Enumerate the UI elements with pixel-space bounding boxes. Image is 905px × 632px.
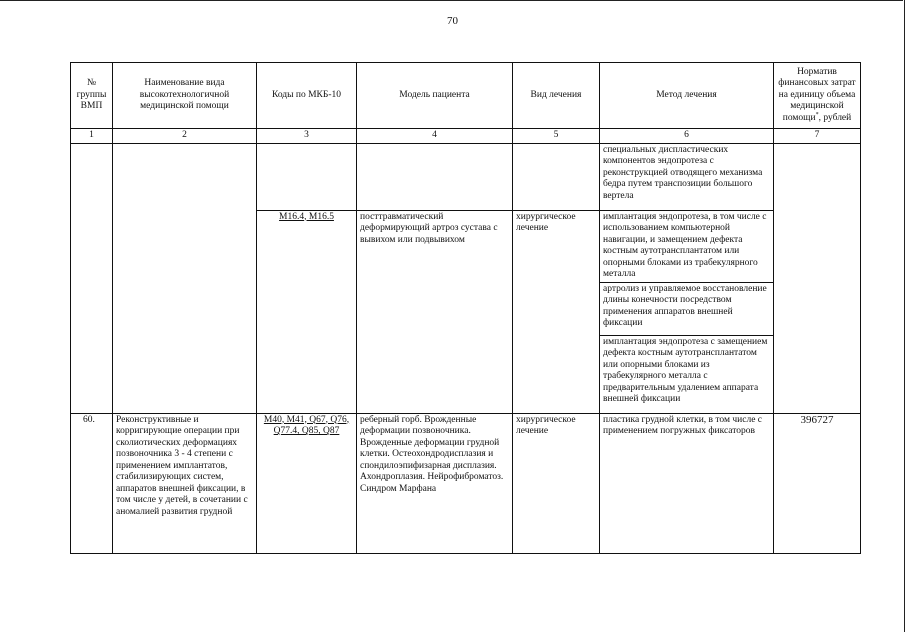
treatment-type-cell: хирургическое лечение [513, 210, 600, 413]
header-icd-codes: Коды по МКБ-10 [257, 63, 357, 129]
column-number: 1 [71, 129, 113, 144]
method-cell: имплантация эндопротеза с замещением дефекта костным аутотрансплантатом или опорными блоками из трабекулярного металла с предварительным удалением аппарата внешней фиксации [600, 335, 774, 413]
method-cell: имплантация эндопротеза, в том числе с использованием компьютерной навигации, и замещением дефекта костным аутотрансплантатом или опорными блоками из трабекулярного металла [600, 210, 774, 282]
group-cell [71, 143, 113, 413]
column-number-row [71, 129, 861, 144]
method-cell: специальных диспластических компонентов эндопротеза с реконструкцией отводящего механизма бедра путем транспозиции большого вертела [600, 143, 774, 210]
cost-cell [774, 143, 861, 413]
icd-cell: M40, M41, Q67, Q76, Q77.4, Q85, Q87 [257, 413, 357, 553]
treatment-type-cell [513, 143, 600, 210]
column-number: 6 [600, 129, 774, 144]
table-row [71, 413, 861, 553]
table-row [71, 143, 861, 210]
page-edge-top [0, 0, 903, 1]
method-cell: артролиз и управляемое восстановление длины конечности посредством применения аппаратов внешней фиксации [600, 282, 774, 335]
care-type-cell [113, 143, 257, 413]
method-cell: пластика грудной клетки, в том числе с применением погружных фиксаторов [600, 413, 774, 553]
column-number: 4 [357, 129, 513, 144]
header-treatment-type: Вид лечения [513, 63, 600, 129]
cost-cell: 396727 [774, 413, 861, 553]
patient-model-cell: посттравматический деформирующий артроз сустава с вывихом или подвывихом [357, 210, 513, 413]
treatment-type-cell: хирургическое лечение [513, 413, 600, 553]
header-cost-unit: , рублей [818, 112, 852, 123]
header-patient-model: Модель пациента [357, 63, 513, 129]
header-care-type: Наименование вида высокотехнологичной медицинской помощи [113, 63, 257, 129]
footnote-mark: * [815, 111, 819, 118]
icd-cell [257, 143, 357, 210]
header-cost-standard [774, 63, 861, 129]
patient-model-cell: реберный горб. Врожденные деформации позвоночника. Врожденные деформации грудной клетки. Остеохондродисплазия и спондилоэпифизарная дисплазия. Ахондроплазия. Нейрофиброматоз. Синдром Марфана [357, 413, 513, 553]
column-number: 7 [774, 129, 861, 144]
header-cost-text: Норматив финансовых затрат на единицу объема медицинской помощи [778, 66, 856, 123]
column-number: 5 [513, 129, 600, 144]
care-type-cell: Реконструктивные и корригирующие операции при сколиотических деформациях позвоночника 3 - 4 степени с применением имплантатов, стабилизирующих систем, аппаратов внешней фиксации, в том числе у детей, в сочетании с аномалией развития грудной [113, 413, 257, 553]
column-number: 3 [257, 129, 357, 144]
icd-cell: M16.4, M16.5 [257, 210, 357, 413]
patient-model-cell [357, 143, 513, 210]
column-number: 2 [113, 129, 257, 144]
header-treatment-method: Метод лечения [600, 63, 774, 129]
services-table [70, 62, 861, 554]
page-number: 70 [447, 15, 458, 27]
group-cell: 60. [71, 413, 113, 553]
header-row [71, 63, 861, 129]
header-group-number: № группы ВМП [71, 63, 113, 129]
